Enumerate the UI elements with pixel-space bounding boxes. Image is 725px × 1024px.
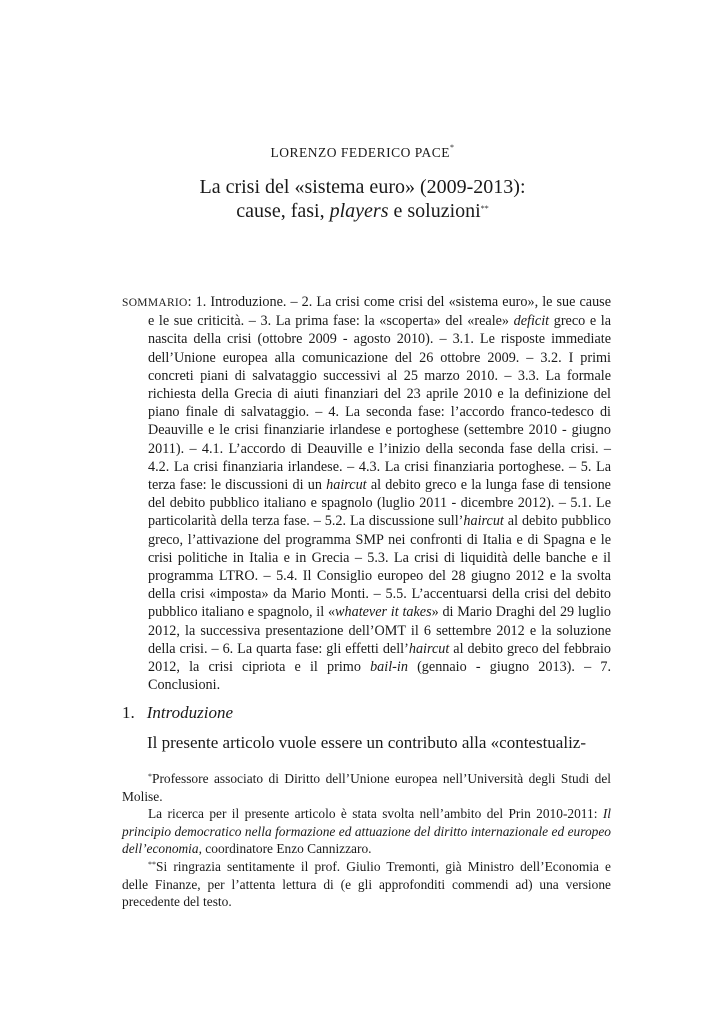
summary-label: SOMMARIO [122, 297, 188, 309]
footnotes [122, 770, 611, 911]
title-line-1: La crisi del «sistema euro» (2009-2013): [199, 176, 526, 198]
footnote-1: *Professore associato di Diritto dell’Unione europea nell’Università degli Studi del Molise. [122, 771, 611, 804]
section-title: Introduzione [146, 703, 234, 722]
summary-block: SOMMARIO: 1. Introduzione. – 2. La crisi come crisi del «sistema euro», le sue cause e le sue criticità. – 3. La prima fase: la «scoperta» del «reale» deficit greco e la nascita della crisi (ottobre 2009 - agosto 2010). – 3.1. Le risposte immediate dell’Unione europea alla comunicazione del 26 ottobre 2009. – 3.2. I primi concreti piani di salvataggio successivi al 25 marzo 2010. – 3.3. La formale richiesta della Grecia di aiuti finanziari del 23 aprile 2010 e la definizione del piano finale di salvataggio. – 4. La seconda fase: l’accordo franco-tedesco di Deauville e le crisi finanziarie irlandese e portoghese (settembre 2010 - giugno 2011). – 4.1. L’accordo di Deauville e l’inizio della seconda fase della crisi. – 4.2. La crisi finanziaria irlandese. – 4.3. La crisi finanziaria portoghese. – 5. La terza fase: le discussioni di un haircut al debito greco e la lunga fase di tensione del debito pubblico italiano e spagnolo (luglio 2011 - dicembre 2012). – 5.1. Le particolarità della terza fase. – 5.2. La discussione sull’haircut al debito pubblico greco, l’attivazione del programma SMP nei confronti di Italia e di Spagna e le crisi politiche in Italia e in Grecia – 5.3. La crisi di liquidità delle banche e il programma LTRO. – 5.4. Il Consiglio europeo del 28 giugno 2012 e la svolta della crisi «imposta» da Mario Monti. – 5.5. L’accentuarsi della crisi del debito pubblico italiano e spagnolo, il «whatever it takes» di Mario Draghi del 29 luglio 2012, la successiva presentazione dell’OMT il 6 settembre 2012 e la soluzione della crisi. – 6. La quarta fase: gli effetti dell’haircut al debito greco del febbraio 2012, la crisi cipriota e il primo bail-in (gennaio - giugno 2013). – 7. Conclusioni. [122, 294, 611, 694]
footnote-2: **Si ringrazia sentitamente il prof. Giulio Tremonti, già Ministro dell’Economia e delle Finanze, per l’attenta lettura di (e gli approfonditi commendi ad) una versione precedente del testo. [122, 858, 611, 910]
author-footnote-mark: * [450, 143, 455, 152]
title-footnote-mark: ** [480, 204, 489, 213]
title-italic-word: players [329, 200, 389, 222]
body-first-line: Il presente articolo vuole essere un contributo alla «contestualiz- [147, 733, 587, 752]
footnote-1-research: La ricerca per il presente articolo è stata svolta nell’ambito del Prin 2010-2011: Il principio democratico nella formazione ed attuazione del diritto internazionale ed europeo dell’economia, coordinatore Enzo Cannizzaro. [122, 806, 611, 857]
section-number: 1. [122, 703, 135, 722]
section-heading [122, 703, 233, 723]
title-line-2: cause, fasi, players e soluzioni** [236, 200, 489, 222]
author-name: LORENZO FEDERICO PACE* [270, 143, 455, 160]
article-title [0, 175, 725, 223]
